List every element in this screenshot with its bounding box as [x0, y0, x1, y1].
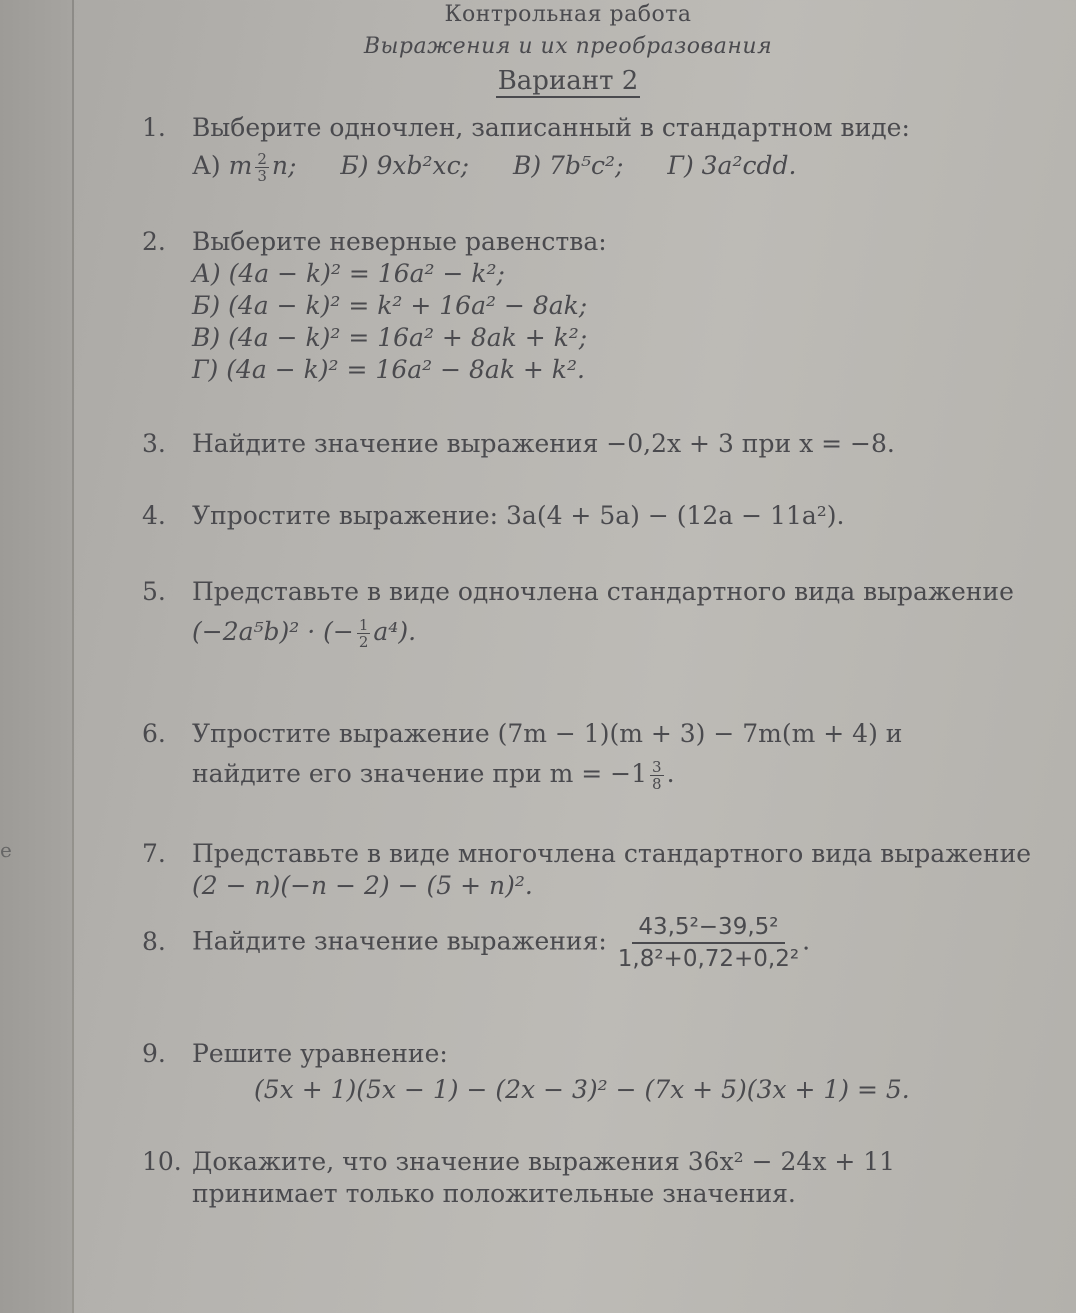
task-text: Выберите неверные равенства: — [192, 227, 607, 256]
edge-text-fragment: е — [0, 838, 12, 862]
paper-edge — [72, 0, 74, 1313]
task-3 — [142, 428, 895, 460]
task-fraction — [618, 912, 799, 974]
task-number: 4. — [142, 501, 166, 530]
option-b: Б) 9xb²xc; — [340, 151, 470, 180]
task-number: 8. — [142, 926, 166, 956]
task-2 — [142, 226, 607, 386]
task-number: 6. — [142, 719, 166, 748]
task-number: 9. — [142, 1039, 166, 1068]
fraction-numerator: 3 — [652, 758, 662, 776]
task-5 — [142, 576, 1014, 650]
option-a-var: m — [228, 151, 253, 180]
option-c: В) 7b⁵c²; — [512, 151, 624, 180]
option-d: Г) (4a − k)² = 16a² − 8ak + k². — [192, 355, 585, 384]
task-10 — [142, 1146, 895, 1210]
task-4 — [142, 500, 844, 532]
table-background — [0, 0, 72, 1313]
task-expression — [142, 616, 1014, 650]
document-subtitle: Выражения и их преобразования — [363, 34, 773, 59]
task-line-2: принимает только положительные значения. — [192, 1179, 796, 1208]
expression-part: (−2a⁵b)² · (− — [192, 617, 354, 646]
fraction-denominator: 1,8²+0,72+0,2² — [617, 946, 800, 972]
task-7 — [142, 838, 1031, 902]
task-line-2: найдите его значение при m = −1 $\frac{3}{8}$ . — [192, 758, 675, 793]
option-a-rest: n; — [271, 151, 297, 180]
task-number: 3. — [142, 429, 166, 458]
option-d: Г) 3a²cdd. — [667, 151, 797, 180]
task-number: 2. — [142, 227, 166, 256]
fraction-numerator: 1 — [358, 616, 369, 634]
task-number: 7. — [142, 839, 166, 868]
task-text: Найдите значение выражения: — [192, 926, 607, 956]
task-9 — [142, 1038, 910, 1106]
task-text: Решите уравнение: — [192, 1039, 448, 1068]
expression-part: a⁴). — [373, 617, 417, 646]
task-text: Упростите выражение (7m − 1)(m + 3) − 7m(m + 4) и — [192, 719, 903, 748]
fraction-denominator: 2 — [358, 633, 369, 651]
task-8: 8. Найдите значение выражения: $\frac{\text{43,5²−39,5²}}{\text{1,8²+0,72+0,2²}}$ . — [142, 914, 811, 972]
task-number: 1. — [142, 113, 166, 142]
task-options — [142, 150, 910, 184]
task-text: Упростите выражение: 3a(4 + 5a) − (12a − 11a²). — [192, 501, 845, 530]
option-c: В) (4a − k)² = 16a² + 8ak + k²; — [192, 323, 588, 352]
task-expression: (2 − n)(−n − 2) − (5 + n)². — [192, 871, 533, 900]
task-text: Представьте в виде многочлена стандартного вида выражение — [192, 839, 1032, 868]
task-text: Докажите, что значение выражения 36x² − 24x + 11 — [192, 1147, 896, 1176]
task-number: 5. — [142, 577, 166, 606]
task-1 — [142, 112, 910, 184]
option-a: А) (4a − k)² = 16a² − k²; — [192, 259, 505, 288]
fraction-numerator: 2 — [257, 150, 267, 168]
task-text: Представьте в виде одночлена стандартного вида выражение — [192, 577, 1014, 606]
task-text: Найдите значение выражения −0,2x + 3 при x = −8. — [192, 429, 895, 458]
task-equation: (5x + 1)(5x − 1) − (2x − 3)² − (7x + 5)(3x + 1) = 5. — [254, 1075, 910, 1104]
option-b: Б) (4a − k)² = k² + 16a² − 8ak; — [192, 291, 588, 320]
variant-label: Вариант 2 — [497, 66, 639, 96]
task-text: Выберите одночлен, записанный в стандартном виде: — [192, 113, 910, 142]
fraction-numerator: 43,5²−39,5² — [632, 912, 784, 944]
task-number: 10. — [142, 1147, 182, 1176]
fraction-denominator: 3 — [257, 167, 267, 185]
option-a-label: А) — [192, 151, 221, 180]
fraction-denominator: 8 — [652, 775, 662, 793]
task-6 — [142, 718, 902, 792]
document-title: Контрольная работа — [444, 2, 692, 27]
